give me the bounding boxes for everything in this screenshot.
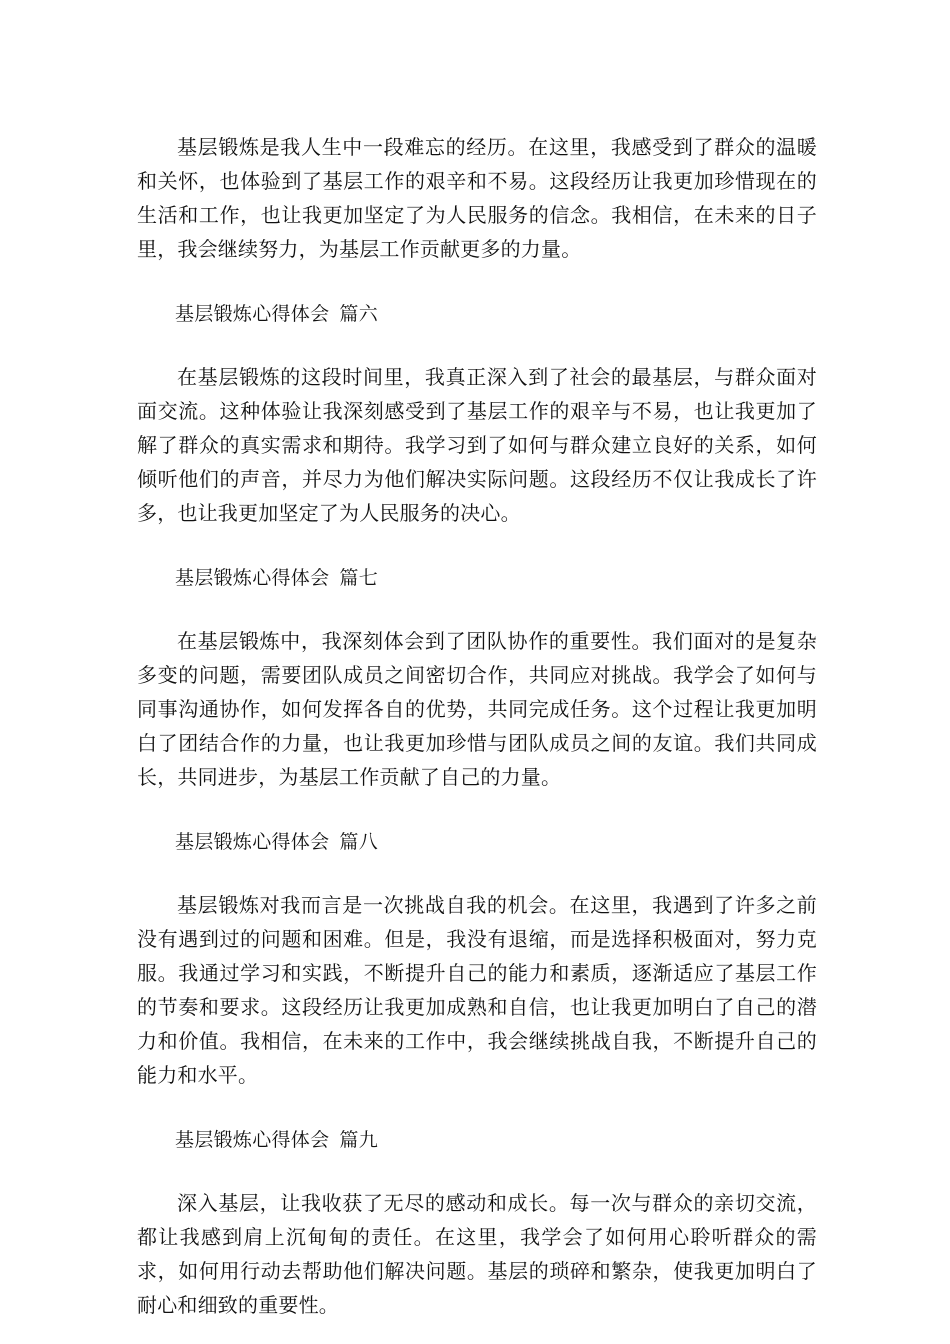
paragraph-section-9: 深入基层，让我收获了无尽的感动和成长。每一次与群众的亲切交流，都让我感到肩上沉甸甸的责任。在这里，我学会了如何用心聆听群众的需求，如何用行动去帮助他们解决问题。基层的琐碎和繁杂，使我更加明白了耐心和细致的重要性。 bbox=[137, 1191, 817, 1317]
section-heading-part: 篇六 bbox=[339, 303, 379, 325]
section-heading-7 bbox=[137, 564, 817, 592]
section-heading-title: 基层锻炼心得体会 bbox=[175, 831, 330, 853]
section-heading-part: 篇八 bbox=[339, 831, 379, 853]
section-heading-title: 基层锻炼心得体会 bbox=[175, 303, 330, 325]
section-heading-part: 篇九 bbox=[339, 1129, 379, 1151]
section-heading-part: 篇七 bbox=[339, 567, 379, 589]
paragraph-section-7: 在基层锻炼中，我深刻体会到了团队协作的重要性。我们面对的是复杂多变的问题，需要团队成员之间密切合作，共同应对挑战。我学会了如何与同事沟通协作，如何发挥各自的优势，共同完成任务。这个过程让我更加明白了团结合作的力量，也让我更加珍惜与团队成员之间的友谊。我们共同成长，共同进步，为基层工作贡献了自己的力量。 bbox=[137, 629, 817, 789]
paragraph-section-6: 在基层锻炼的这段时间里，我真正深入到了社会的最基层，与群众面对面交流。这种体验让我深刻感受到了基层工作的艰辛与不易，也让我更加了解了群众的真实需求和期待。我学习到了如何与群众建立良好的关系，如何倾听他们的声音，并尽力为他们解决实际问题。这段经历不仅让我成长了许多，也让我更加坚定了为人民服务的决心。 bbox=[137, 365, 817, 525]
section-heading-title: 基层锻炼心得体会 bbox=[175, 567, 330, 589]
document-body bbox=[137, 130, 817, 1322]
paragraph-section-8: 基层锻炼对我而言是一次挑战自我的机会。在这里，我遇到了许多之前没有遇到过的问题和困难。但是，我没有退缩，而是选择积极面对，努力克服。我通过学习和实践，不断提升自己的能力和素质，逐渐适应了基层工作的节奏和要求。这段经历让我更加成熟和自信，也让我更加明白了自己的潜力和价值。我相信，在未来的工作中，我会继续挑战自我，不断提升自己的能力和水平。 bbox=[137, 893, 817, 1087]
paragraph-intro: 基层锻炼是我人生中一段难忘的经历。在这里，我感受到了群众的温暖和关怀，也体验到了基层工作的艰辛和不易。这段经历让我更加珍惜现在的生活和工作，也让我更加坚定了为人民服务的信念。我相信，在未来的日子里，我会继续努力，为基层工作贡献更多的力量。 bbox=[137, 135, 817, 261]
section-heading-9 bbox=[137, 1126, 817, 1154]
section-heading-6 bbox=[137, 300, 817, 328]
section-heading-title: 基层锻炼心得体会 bbox=[175, 1129, 330, 1151]
section-heading-8 bbox=[137, 828, 817, 856]
